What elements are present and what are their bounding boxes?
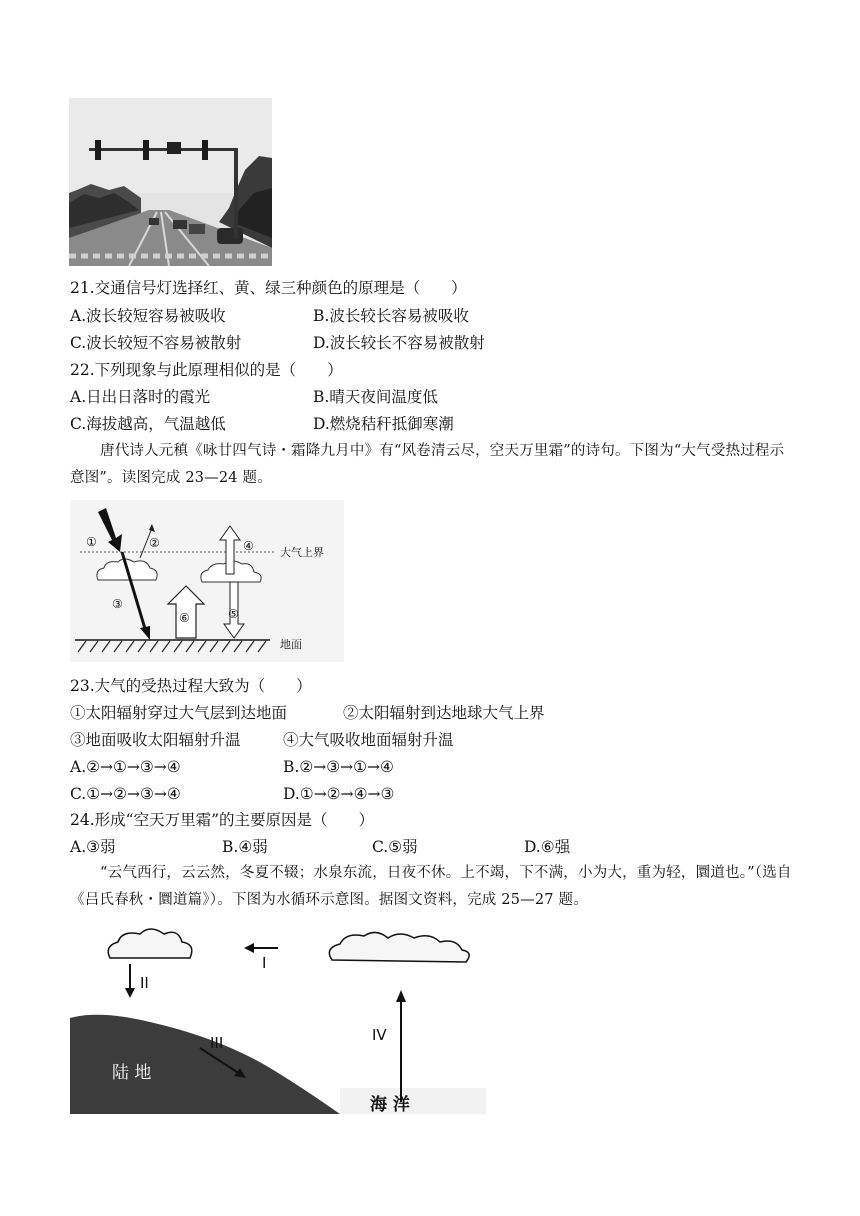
question-24-option-d: D.⑥强 — [524, 838, 571, 856]
label-atmosphere-top: 大气上界 — [280, 546, 324, 559]
label-III: III — [210, 1034, 224, 1052]
water-cycle-diagram — [70, 918, 486, 1114]
label-n2: ② — [149, 536, 160, 550]
label-II: II — [140, 974, 149, 992]
label-n1: ① — [86, 535, 97, 549]
question-21-option-b: B.波长较长容易被吸收 — [313, 307, 469, 325]
question-23-statement-2: ②太阳辐射到达地球大气上界 — [343, 704, 545, 722]
label-n4: ④ — [243, 539, 254, 553]
label-n5: ⑤ — [228, 607, 239, 621]
question-23-option-b: B.②→③→①→④ — [283, 758, 394, 776]
label-IV: IV — [372, 1026, 387, 1044]
intro-paragraph-25-27: “云气西行，云云然，冬夏不辍；水泉东流，日夜不休。上不竭，下不满，小为大，重为轻，圜道也。”（选自《吕氏春秋・圜道篇》）。下图为水循环示意图。据图文资料，完成 25—27 题。 — [70, 865, 792, 908]
question-23-option-c: C.①→②→③→④ — [70, 785, 181, 803]
question-22-option-d: D.燃烧秸秆抵御寒潮 — [313, 415, 454, 433]
question-22-option-c: C.海拔越高，气温越低 — [70, 415, 226, 433]
question-21-option-a: A.波长较短容易被吸收 — [70, 307, 226, 325]
question-21-stem: 21.交通信号灯选择红、黄、绿三种颜色的原理是（ ） — [70, 279, 467, 297]
question-23-statement-4: ④大气吸收地面辐射升温 — [283, 731, 454, 749]
question-23-option-a: A.②→①→③→④ — [70, 758, 181, 776]
question-23-statement-1: ①太阳辐射穿过大气层到达地面 — [70, 704, 288, 722]
question-22-stem: 22.下列现象与此原理相似的是（ ） — [70, 361, 343, 379]
question-22-option-b: B.晴天夜间温度低 — [313, 388, 438, 406]
question-24-option-a: A.③弱 — [70, 838, 116, 856]
label-land: 陆 地 — [112, 1063, 152, 1083]
label-n3: ③ — [112, 597, 123, 611]
question-23-option-d: D.①→②→④→③ — [283, 785, 395, 803]
question-21-option-c: C.波长较短不容易被散射 — [70, 334, 242, 352]
label-I: I — [262, 954, 267, 972]
question-23-stem: 23.大气的受热过程大致为（ ） — [70, 677, 312, 695]
question-24-option-c: C.⑤弱 — [372, 838, 418, 856]
question-21-option-d: D.波长较长不容易被散射 — [313, 334, 485, 352]
atmosphere-heating-diagram — [70, 500, 344, 662]
traffic-light-photo — [69, 98, 272, 266]
question-24-option-b: B.④弱 — [222, 838, 268, 856]
label-ground: 地面 — [280, 638, 302, 651]
question-23-statement-3: ③地面吸收太阳辐射升温 — [70, 731, 241, 749]
question-24-stem: 24.形成“空天万里霜”的主要原因是（ ） — [70, 811, 374, 829]
intro-paragraph-23-24: 唐代诗人元稹《咏廿四气诗・霜降九月中》有“风卷清云尽，空天万里霜”的诗句。下图为“大气受热过程示意图”。读图完成 23—24 题。 — [70, 443, 785, 486]
label-n6: ⑥ — [179, 611, 190, 625]
question-22-option-a: A.日出日落时的霞光 — [70, 388, 211, 406]
label-sea: 海 洋 — [370, 1095, 410, 1114]
